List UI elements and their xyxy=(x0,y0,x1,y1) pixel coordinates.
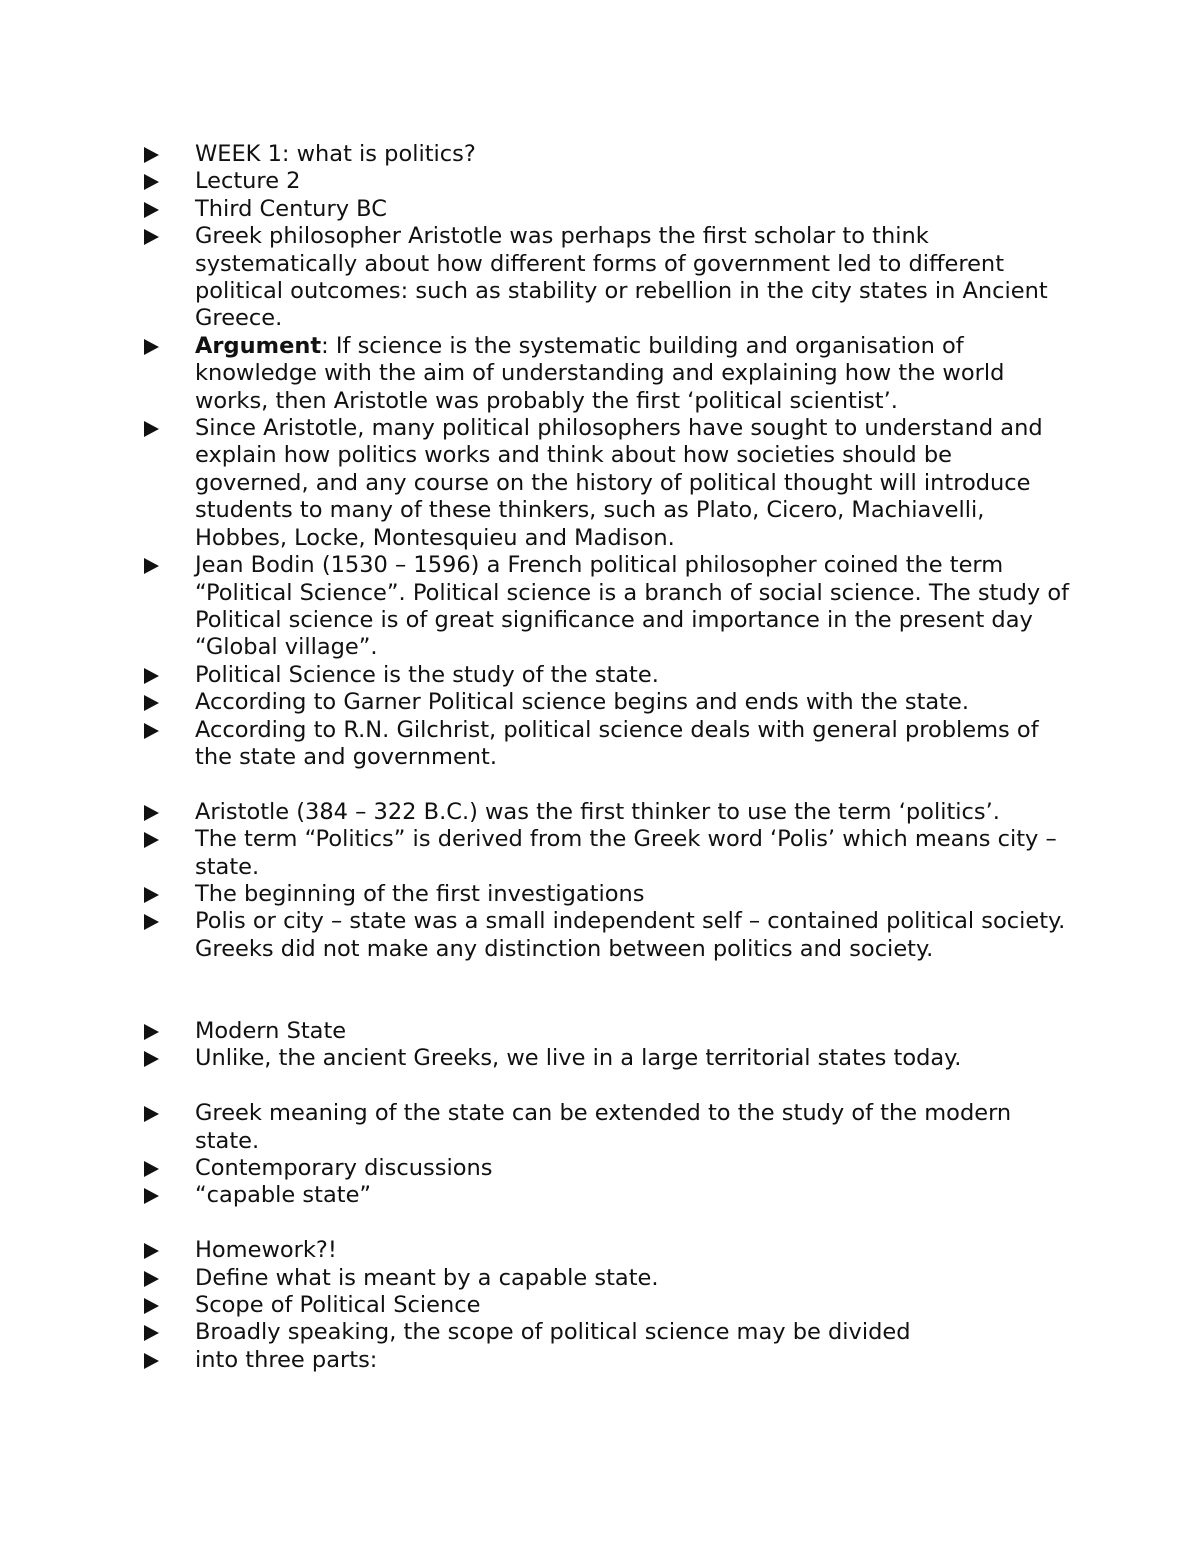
list-item xyxy=(142,799,1072,826)
item-text: Third Century BC xyxy=(195,195,387,222)
arrow-bullet-icon xyxy=(144,1353,159,1369)
item-text: Broadly speaking, the scope of political science may be divided xyxy=(195,1319,911,1346)
arrow-bullet-icon xyxy=(144,339,159,355)
bullet-list xyxy=(142,141,1072,1374)
arrow-bullet-icon xyxy=(144,887,159,903)
list-item xyxy=(142,881,1072,908)
item-text: Lecture 2 xyxy=(195,168,301,195)
item-text: Polis or city – state was a small independent self – contained political society. Greeks did not make any distinction between politics and society. xyxy=(195,908,1066,962)
arrow-bullet-icon xyxy=(144,1188,159,1204)
list-item xyxy=(142,1100,1072,1155)
item-text: Define what is meant by a capable state. xyxy=(195,1264,659,1291)
arrow-bullet-icon xyxy=(144,1271,159,1287)
item-text: The beginning of the first investigations xyxy=(195,880,645,907)
list-item xyxy=(142,1155,1072,1182)
arrow-bullet-icon xyxy=(144,558,159,574)
list-item xyxy=(142,1018,1072,1045)
list-item xyxy=(142,333,1072,415)
list-item xyxy=(142,223,1072,333)
item-text: Jean Bodin (1530 – 1596) a French political philosopher coined the term “Political Science”. Political science is a branch of social science. The study of Political science is of great significance and importance in the present day “Global village”. xyxy=(195,552,1070,661)
item-text: into three parts: xyxy=(195,1346,378,1373)
arrow-bullet-icon xyxy=(144,1161,159,1177)
item-text: According to Garner Political science begins and ends with the state. xyxy=(195,689,970,716)
arrow-bullet-icon xyxy=(144,229,159,245)
arrow-bullet-icon xyxy=(144,1325,159,1341)
list-item xyxy=(142,717,1072,772)
list-item xyxy=(142,1292,1072,1319)
item-text: Unlike, the ancient Greeks, we live in a large territorial states today. xyxy=(195,1045,962,1072)
item-text: WEEK 1: what is politics? xyxy=(195,141,476,167)
list-item xyxy=(142,141,1072,168)
list-item xyxy=(142,1265,1072,1292)
item-text: Homework?! xyxy=(195,1237,337,1264)
item-text: Since Aristotle, many political philosophers have sought to understand and explain how politics works and think about how societies should be governed, and any course on the history of political thought will introduce students to many of these thinkers, such as Plato, Cicero, Machiavelli, Hobbes, Locke, Montesquieu and Madison. xyxy=(195,415,1043,551)
arrow-bullet-icon xyxy=(144,832,159,848)
item-text: According to R.N. Gilchrist, political science deals with general problems of the state and government. xyxy=(195,716,1039,770)
item-text: Greek philosopher Aristotle was perhaps the first scholar to think systematically about how different forms of government led to different political outcomes: such as stability or rebellion in the city states in Ancient Greece. xyxy=(195,223,1048,332)
list-item xyxy=(142,826,1072,881)
item-text: Scope of Political Science xyxy=(195,1292,481,1318)
item-bold-label: Argument xyxy=(195,332,322,359)
arrow-bullet-icon xyxy=(144,695,159,711)
arrow-bullet-icon xyxy=(144,174,159,190)
list-item xyxy=(142,908,1072,963)
arrow-bullet-icon xyxy=(144,147,159,163)
arrow-bullet-icon xyxy=(144,1106,159,1122)
item-text: “capable state” xyxy=(195,1182,372,1209)
list-item xyxy=(142,415,1072,552)
item-text: Contemporary discussions xyxy=(195,1154,493,1181)
list-item xyxy=(142,552,1072,662)
arrow-bullet-icon xyxy=(144,805,159,821)
list-item xyxy=(142,1347,1072,1374)
arrow-bullet-icon xyxy=(144,1298,159,1314)
arrow-bullet-icon xyxy=(144,202,159,218)
list-item xyxy=(142,689,1072,716)
item-text: Political Science is the study of the state. xyxy=(195,661,659,688)
arrow-bullet-icon xyxy=(144,1243,159,1259)
arrow-bullet-icon xyxy=(144,668,159,684)
list-item xyxy=(142,1319,1072,1346)
list-item xyxy=(142,1045,1072,1072)
list-item xyxy=(142,168,1072,195)
item-text: The term “Politics” is derived from the Greek word ‘Polis’ which means city – state. xyxy=(195,826,1057,880)
arrow-bullet-icon xyxy=(144,914,159,930)
arrow-bullet-icon xyxy=(144,421,159,437)
item-text: Aristotle (384 – 322 B.C.) was the first thinker to use the term ‘politics’. xyxy=(195,798,1000,825)
item-text: Greek meaning of the state can be extended to the study of the modern state. xyxy=(195,1100,1012,1154)
list-item xyxy=(142,1237,1072,1264)
item-text: : If science is the systematic building and organisation of knowledge with the aim of understanding and explaining how the world works, then Aristotle was probably the first ‘political scientist’. xyxy=(195,332,1005,414)
list-item xyxy=(142,662,1072,689)
list-item xyxy=(142,1182,1072,1209)
arrow-bullet-icon xyxy=(144,723,159,739)
list-item xyxy=(142,196,1072,223)
arrow-bullet-icon xyxy=(144,1024,159,1040)
arrow-bullet-icon xyxy=(144,1051,159,1067)
item-text: Modern State xyxy=(195,1017,347,1044)
